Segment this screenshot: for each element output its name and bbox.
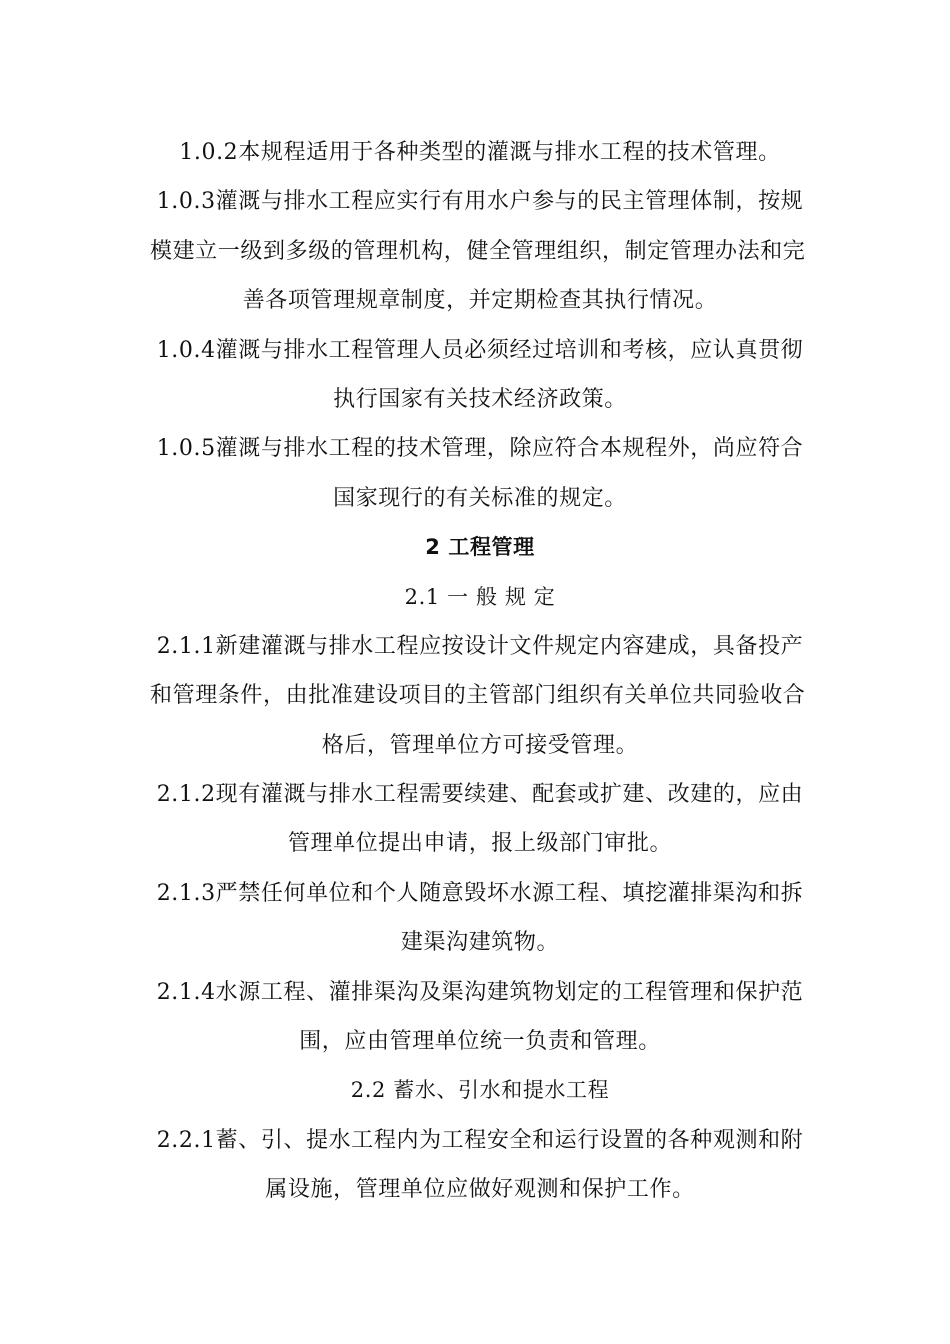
clause-2-1-3-line-2: 建渠沟建筑物。	[400, 930, 560, 956]
document-page	[150, 128, 810, 1215]
clause-2-2-1-line-1: 2.2.1蓄、引、提水工程内为工程安全和运行设置的各种观测和附	[156, 1127, 804, 1153]
section-2-1-title: 2.1 一 般 规 定	[404, 584, 556, 609]
clause-1-0-2-line-1: 1.0.2本规程适用于各种类型的灌溉与排水工程的技术管理。	[179, 140, 781, 165]
clause-2-1-1-line-2: 和管理条件，由批准建设项目的主管部门组织有关单位共同验收合	[150, 683, 806, 709]
section-2-2-title: 2.2 蓄水、引水和提水工程	[350, 1078, 610, 1103]
clause-2-1-2-line-2: 管理单位提出申请，报上级部门审批。	[287, 831, 673, 857]
clause-1-0-3-line-2: 模建立一级到多级的管理机构，健全管理组织，制定管理办法和完	[150, 238, 806, 264]
clause-1-0-3-line-3: 善各项管理规章制度，并定期检查其执行情况。	[242, 288, 718, 314]
clause-1-0-4-line-2: 执行国家有关技术经济政策。	[333, 386, 627, 412]
clause-2-1-4-line-1: 2.1.4水源工程、灌排渠沟及渠沟建筑物划定的工程管理和保护范	[156, 979, 804, 1005]
clause-2-1-1-line-3: 格后，管理单位方可接受管理。	[321, 732, 639, 758]
clause-2-1-2-line-1: 2.1.2现有灌溉与排水工程需要续建、配套或扩建、改建的，应由	[156, 782, 804, 808]
clause-1-0-5-line-2: 国家现行的有关标准的规定。	[333, 485, 627, 511]
clause-2-1-1-line-1: 2.1.1新建灌溉与排水工程应按设计文件规定内容建成，具备投产	[156, 633, 804, 659]
chapter-2-title: 2 工程管理	[425, 535, 535, 560]
clause-2-1-4-line-2: 围，应由管理单位统一负责和管理。	[299, 1029, 661, 1055]
clause-1-0-5-line-1: 1.0.5灌溉与排水工程的技术管理，除应符合本规程外，尚应符合	[156, 436, 804, 462]
clause-1-0-4-line-1: 1.0.4灌溉与排水工程管理人员必须经过培训和考核，应认真贯彻	[156, 337, 804, 363]
clause-2-1-3-line-1: 2.1.3严禁任何单位和个人随意毁坏水源工程、填挖灌排渠沟和拆	[156, 880, 804, 906]
clause-2-2-1-line-2: 属设施，管理单位应做好观测和保护工作。	[265, 1177, 695, 1203]
clause-1-0-3-line-1: 1.0.3灌溉与排水工程应实行有用水户参与的民主管理体制，按规	[156, 189, 804, 215]
